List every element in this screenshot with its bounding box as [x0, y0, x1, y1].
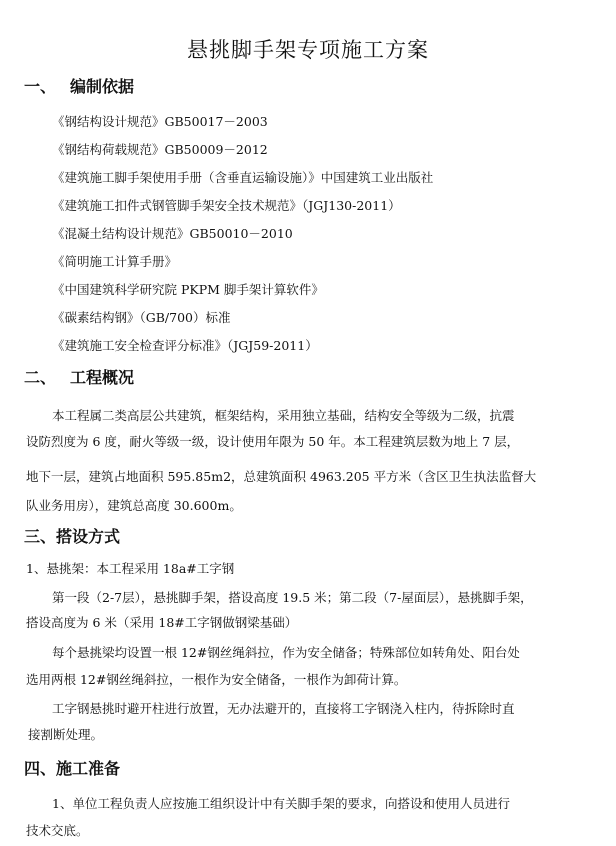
- section-1-number: 一、: [24, 77, 57, 96]
- reference-item: 《钢结构荷载规范》GB50009－2012: [52, 142, 268, 157]
- document-title: 悬挑脚手架专项施工方案: [187, 38, 429, 62]
- section-2-heading: [24, 367, 134, 389]
- reference-item: 《混凝土结构设计规范》GB50010－2010: [52, 226, 293, 241]
- reference-item: 《建筑施工安全检查评分标准》（JGJ59-2011）: [52, 338, 318, 353]
- method-line: 第一段（2-7层），悬挑脚手架，搭设高度 19.5 米；第二段（7-屋面层），悬挑脚手架，: [52, 590, 533, 605]
- preparation-line: 技术交底。: [26, 823, 89, 838]
- reference-item: 《钢结构设计规范》GB50017－2003: [52, 114, 268, 129]
- preparation-line: 1、单位工程负责人应按施工组织设计中有关脚手架的要求，向搭设和使用人员进行: [52, 796, 510, 811]
- overview-line: 地下一层，建筑占地面积 595.85m2，总建筑面积 4963.205 平方米（含区卫生执法监督大: [26, 469, 537, 484]
- overview-line: 本工程属二类高层公共建筑，框架结构，采用独立基础，结构安全等级为二级，抗震: [52, 408, 515, 423]
- overview-line: 队业务用房），建筑总高度 30.600m。: [26, 498, 242, 513]
- method-line: 选用两根 12#钢丝绳斜拉，一根作为安全储备，一根作为卸荷计算。: [26, 672, 407, 687]
- section-3-heading: 三、搭设方式: [24, 527, 121, 546]
- section-2-title: 工程概况: [70, 368, 135, 387]
- reference-item: 《建筑施工脚手架使用手册（含垂直运输设施）》中国建筑工业出版社: [52, 170, 434, 185]
- method-line: 工字钢悬挑时避开柱进行放置，无办法避开的，直接将工字钢浇入柱内，待拆除时直: [52, 701, 515, 716]
- reference-item: 《简明施工计算手册》: [52, 254, 178, 269]
- overview-line: 设防烈度为 6 度，耐火等级一级，设计使用年限为 50 年。本工程建筑层数为地上 7 层，: [26, 434, 520, 449]
- method-line: 搭设高度为 6 米（采用 18#工字钢做钢梁基础）: [26, 615, 298, 630]
- method-item-1: 1、悬挑架：本工程采用 18a#工字钢: [26, 561, 235, 576]
- section-4-heading: 四、施工准备: [24, 759, 121, 778]
- section-1-title: 编制依据: [70, 77, 135, 96]
- reference-item: 《碳素结构钢》（GB/700）标准: [52, 310, 231, 325]
- method-line: 每个悬挑梁均设置一根 12#钢丝绳斜拉，作为安全储备；特殊部位如转角处、阳台处: [52, 645, 520, 660]
- section-2-number: 二、: [24, 368, 57, 387]
- reference-item: 《中国建筑科学研究院 PKPM 脚手架计算软件》: [52, 282, 324, 297]
- section-1-heading: [24, 76, 134, 98]
- method-line: 接割断处理。: [28, 727, 104, 742]
- reference-item: 《建筑施工扣件式钢管脚手架安全技术规范》（JGJ130-2011）: [52, 198, 401, 213]
